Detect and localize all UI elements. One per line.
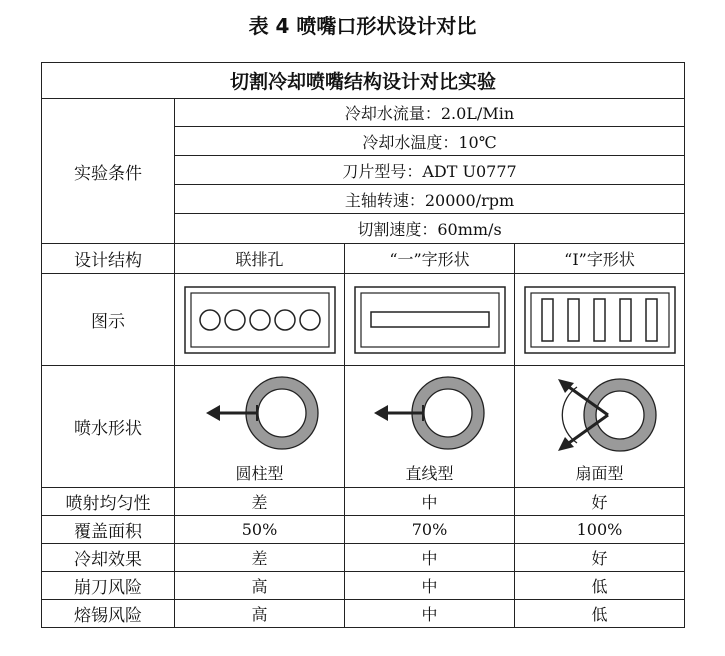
metric-row bbox=[42, 544, 685, 572]
illustration-label: 图示 bbox=[42, 274, 175, 366]
structure-name: “一”字形状 bbox=[345, 244, 515, 274]
structure-name: “I”字形状 bbox=[515, 244, 685, 274]
metric-value: 差 bbox=[175, 544, 345, 572]
spray-cell bbox=[515, 366, 685, 488]
table-caption: 表 4 喷嘴口形状设计对比 bbox=[248, 14, 477, 38]
fan-spray-diagram bbox=[520, 369, 680, 461]
metric-value: 中 bbox=[345, 600, 515, 628]
illustration-cell bbox=[175, 274, 345, 366]
spray-type-label: 扇面型 bbox=[575, 464, 624, 483]
structure-row bbox=[42, 244, 685, 274]
row-holes-diagram bbox=[182, 281, 338, 359]
condition-flow: 冷却水流量：2.0L/Min bbox=[175, 99, 685, 127]
illustration-row bbox=[42, 274, 685, 366]
metric-value: 50% bbox=[175, 516, 345, 544]
condition-speed: 切割速度：60mm/s bbox=[175, 214, 685, 244]
condition-blade: 刀片型号：ADT U0777 bbox=[175, 156, 685, 185]
metric-value: 高 bbox=[175, 600, 345, 628]
metric-row bbox=[42, 572, 685, 600]
metric-value: 低 bbox=[515, 572, 685, 600]
metric-label: 覆盖面积 bbox=[42, 516, 175, 544]
conditions-label: 实验条件 bbox=[42, 99, 175, 244]
metric-value: 中 bbox=[345, 488, 515, 516]
line-spray-diagram bbox=[350, 369, 510, 461]
metric-label: 冷却效果 bbox=[42, 544, 175, 572]
structure-name: 联排孔 bbox=[175, 244, 345, 274]
metric-value: 好 bbox=[515, 488, 685, 516]
condition-spindle: 主轴转速：20000/rpm bbox=[175, 185, 685, 214]
table-header: 切割冷却喷嘴结构设计对比实验 bbox=[42, 63, 685, 99]
metric-value: 中 bbox=[345, 572, 515, 600]
metric-row bbox=[42, 516, 685, 544]
condition-row bbox=[42, 99, 685, 127]
spray-type-label: 圆柱型 bbox=[235, 464, 284, 483]
table-header-row bbox=[42, 63, 685, 99]
metric-value: 差 bbox=[175, 488, 345, 516]
metric-value: 100% bbox=[515, 516, 685, 544]
spray-row bbox=[42, 366, 685, 488]
illustration-cell bbox=[515, 274, 685, 366]
metric-value: 高 bbox=[175, 572, 345, 600]
metric-label: 熔锡风险 bbox=[42, 600, 175, 628]
metric-row bbox=[42, 600, 685, 628]
metric-value: 好 bbox=[515, 544, 685, 572]
metric-value: 70% bbox=[345, 516, 515, 544]
cylinder-spray-diagram bbox=[180, 369, 340, 461]
metric-row bbox=[42, 488, 685, 516]
condition-temperature: 冷却水温度：10℃ bbox=[175, 127, 685, 156]
metric-label: 崩刀风险 bbox=[42, 572, 175, 600]
line-slot-diagram bbox=[352, 281, 508, 359]
spray-cell bbox=[345, 366, 515, 488]
structure-label: 设计结构 bbox=[42, 244, 175, 274]
metric-label: 喷射均匀性 bbox=[42, 488, 175, 516]
comparison-table bbox=[41, 62, 685, 628]
metric-value: 中 bbox=[345, 544, 515, 572]
i-slot-diagram bbox=[522, 281, 678, 359]
spray-label: 喷水形状 bbox=[42, 366, 175, 488]
spray-cell bbox=[175, 366, 345, 488]
metric-value: 低 bbox=[515, 600, 685, 628]
illustration-cell bbox=[345, 274, 515, 366]
spray-type-label: 直线型 bbox=[405, 464, 454, 483]
